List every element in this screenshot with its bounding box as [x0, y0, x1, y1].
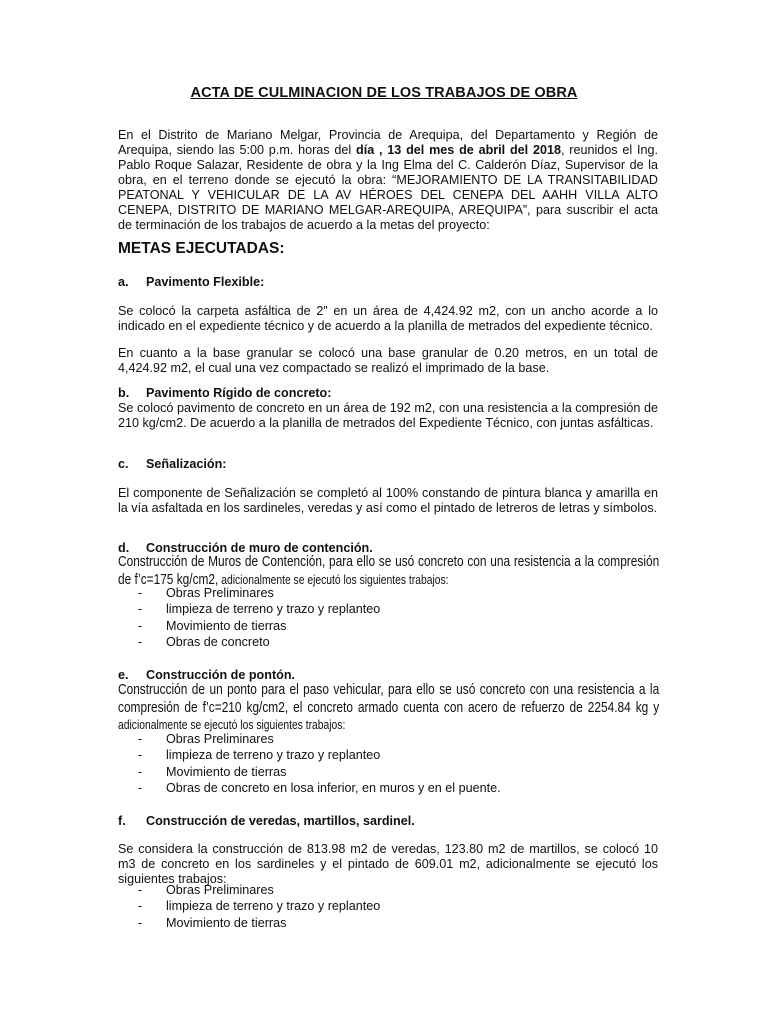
section-e-letter: e. [118, 668, 129, 682]
section-f-paragraph: Se considera la construcción de 813.98 m2 de veredas, 123.80 m2 de martillos, se colocó 10 m3 de concreto en los sardineles y el pintado de 609.01 m2, adicionalmente se ejecutó los siguientes trabajos: [118, 842, 658, 886]
section-f-letter: f. [118, 814, 126, 828]
section-c-title: Señalización: [146, 457, 227, 471]
intro-paragraph [118, 128, 658, 233]
section-f-list [138, 883, 380, 932]
list-item: - Obras Preliminares [138, 883, 380, 899]
intro-date-bold: día , 13 del mes de abril del 2018 [356, 143, 561, 157]
list-item: - Movimiento de tierras [138, 916, 380, 932]
document-title: ACTA DE CULMINACION DE LOS TRABAJOS DE OBRA [190, 85, 578, 101]
section-a-paragraph-2: En cuanto a la base granular se colocó una base granular de 0.20 metros, en un total de 4,424.92 m2, el cual una vez compactado se realizó el imprimado de la base. [118, 346, 658, 375]
section-d-title: Construcción de muro de contención. [146, 541, 373, 555]
list-item: - Obras de concreto en losa inferior, en muros y en el puente. [138, 781, 501, 797]
section-a-title: Pavimento Flexible: [146, 275, 265, 289]
list-item: - Obras Preliminares [138, 732, 501, 748]
section-e-heading [118, 668, 295, 683]
section-e-tail-text: adicionalmente se ejecutó los siguientes trabajos: [118, 718, 346, 732]
section-e-narrow-text: Construcción de un ponto para el paso vehicular, para ello se usó concreto con una resistencia a la compresión de f’c=210 kg/cm2, el concreto armado cuenta con acero de refuerzo de 2254.84 kg y [118, 682, 660, 716]
intro-text-2: , reunidos el Ing. Pablo Roque Salazar, Residente de obra y la Ing Elma del C. Calderón Díaz, Supervisor de la obra, en el terreno donde se ejecutó la obra: “MEJORAMIENTO DE LA TRANSITABILIDAD PEATONAL Y VEHICULAR DE LA AV HÉROES DEL CENEPA DEL AAHH VILLA ALTO CENEPA, DISTRITO DE MARIANO MELGAR-AREQUIPA, AREQUIPA”, para suscribir el acta de terminación de los trabajos de acuerdo a la metas del proyecto: [118, 143, 658, 232]
list-item: - limpieza de terreno y trazo y replanteo [138, 748, 501, 764]
section-b-heading [118, 386, 331, 401]
list-item: - limpieza de terreno y trazo y replanteo [138, 899, 380, 915]
section-d-tail-text: adicionalmente se ejecutó los siguientes trabajos: [218, 572, 449, 587]
list-item: - limpieza de terreno y trazo y replanteo [138, 602, 380, 618]
section-c-heading [118, 457, 226, 472]
section-a-paragraph-1: Se colocó la carpeta asfáltica de 2” en un área de 4,424.92 m2, con un ancho acorde a lo indicado en el expediente técnico y de acuerdo a la planilla de metrados del expediente técnico. [118, 304, 658, 333]
section-b-title: Pavimento Rígido de concreto: [146, 386, 332, 400]
list-item: - Obras Preliminares [138, 586, 380, 602]
list-item: - Movimiento de tierras [138, 765, 501, 781]
section-e-title: Construcción de pontón. [146, 668, 296, 682]
list-item: - Movimiento de tierras [138, 619, 380, 635]
section-c-letter: c. [118, 457, 129, 471]
section-d-list [138, 586, 380, 651]
section-e-paragraph [118, 682, 658, 735]
section-a-letter: a. [118, 275, 129, 289]
section-d-paragraph [118, 554, 658, 589]
list-item: - Obras de concreto [138, 635, 380, 651]
intro-text-1: En el Distrito de Mariano Melgar, Provincia de Arequipa, del Departamento y Región de Arequipa, siendo las 5:00 p.m. horas del [118, 128, 658, 157]
section-c-paragraph: El componente de Señalización se completó al 100% constando de pintura blanca y amarilla en la vía asfaltada en los sardineles, veredas y así como el pintado de letreros de letras y símbolos. [118, 486, 658, 515]
section-a-heading [118, 275, 264, 290]
section-b-paragraph: Se colocó pavimento de concreto en un área de 192 m2, con una resistencia a la compresión de 210 kg/cm2. De acuerdo a la planilla de metrados del Expediente Técnico, con juntas asfálticas. [118, 401, 658, 430]
metas-heading: METAS EJECUTADAS: [118, 240, 285, 257]
section-d-letter: d. [118, 541, 130, 555]
section-b-letter: b. [118, 386, 130, 400]
section-f-title: Construcción de veredas, martillos, sardinel. [146, 814, 415, 828]
section-f-heading [118, 814, 415, 829]
section-e-list [138, 732, 501, 797]
section-d-narrow-text: Construcción de Muros de Contención, para ello se usó concreto con una resistencia a la compresión de f’c=175 kg/cm2, [118, 554, 660, 588]
